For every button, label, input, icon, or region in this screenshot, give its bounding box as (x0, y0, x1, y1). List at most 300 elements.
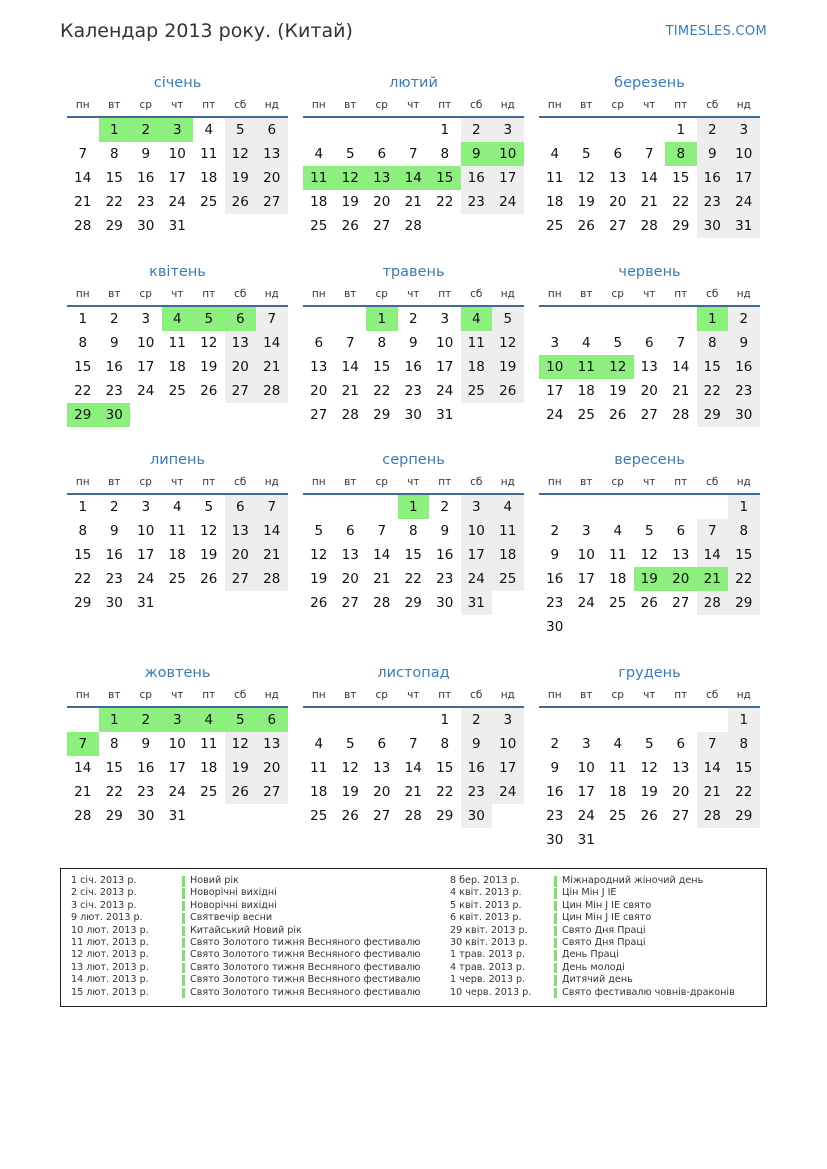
day-cell: 14 (404, 760, 422, 776)
week-row (303, 519, 524, 543)
week-row (303, 307, 524, 331)
empty-cell (634, 828, 666, 852)
empty-cell (634, 615, 666, 639)
day-cell: 1 (728, 495, 760, 519)
day-cell: 9 (141, 736, 151, 752)
day-cell: 11 (310, 760, 328, 776)
month-name: червень (618, 264, 681, 280)
day-cell: 29 (728, 804, 760, 828)
brand-link[interactable]: TIMESLES.COM (665, 24, 767, 39)
day-cell: 15 (672, 170, 690, 186)
weekday-header (539, 283, 760, 307)
month-name: листопад (377, 665, 450, 681)
month-12 (539, 662, 760, 852)
day-cell: 4 (314, 146, 324, 162)
week-row (303, 780, 524, 804)
week-row (67, 190, 288, 214)
weekday-label: вт (108, 99, 121, 111)
weekday-label: сб (234, 288, 247, 300)
weekday-label: нд (500, 476, 515, 488)
day-cell: 31 (728, 214, 760, 238)
day-cell: 17 (728, 166, 760, 190)
day-cell: 5 (345, 146, 355, 162)
holiday-day-cell: 11 (571, 355, 603, 379)
day-cell: 22 (105, 194, 123, 210)
day-cell: 24 (137, 383, 155, 399)
day-cell: 11 (492, 519, 524, 543)
day-cell: 1 (440, 712, 450, 728)
day-cell: 27 (373, 808, 391, 824)
week-row (539, 756, 760, 780)
week-row (303, 379, 524, 403)
legend-color-marker (182, 938, 185, 949)
day-cell: 5 (492, 307, 524, 331)
weekday-label: чт (407, 99, 420, 111)
week-row (67, 804, 288, 828)
empty-cell (634, 495, 666, 519)
day-cell: 28 (640, 218, 658, 234)
weekday-label: ср (139, 99, 152, 111)
day-cell: 12 (341, 760, 359, 776)
day-cell: 7 (256, 495, 288, 519)
day-cell: 13 (341, 547, 359, 563)
day-cell: 21 (74, 784, 92, 800)
holiday-day-cell: 13 (366, 166, 398, 190)
empty-cell (162, 591, 194, 615)
day-cell: 30 (105, 595, 123, 611)
day-cell: 13 (672, 547, 690, 563)
weekday-label: ср (139, 288, 152, 300)
day-cell: 18 (168, 359, 186, 375)
day-cell: 19 (225, 756, 257, 780)
day-cell: 15 (697, 355, 729, 379)
day-cell: 8 (109, 146, 119, 162)
day-cell: 6 (256, 118, 288, 142)
day-cell: 8 (408, 523, 418, 539)
legend-date: 10 лют. 2013 р. (71, 924, 149, 936)
holiday-day-cell: 5 (225, 708, 257, 732)
weekday-label: вт (344, 689, 357, 701)
weekday-label: вт (108, 476, 121, 488)
legend-date: 3 січ. 2013 р. (71, 899, 137, 911)
empty-cell (67, 118, 99, 142)
day-cell: 13 (609, 170, 627, 186)
empty-cell (602, 615, 634, 639)
weekday-label: чт (171, 288, 184, 300)
day-cell: 7 (676, 335, 686, 351)
week-row (303, 190, 524, 214)
legend-date: 12 лют. 2013 р. (71, 949, 149, 961)
week-row (539, 519, 760, 543)
day-cell: 20 (609, 194, 627, 210)
day-cell: 13 (310, 359, 328, 375)
week-row (303, 166, 524, 190)
day-cell: 17 (168, 170, 186, 186)
day-cell: 12 (577, 170, 595, 186)
week-row (539, 355, 760, 379)
weekday-header (303, 471, 524, 495)
month-3 (539, 72, 760, 238)
day-cell: 21 (672, 383, 690, 399)
day-cell: 25 (200, 784, 218, 800)
month-name: березень (614, 75, 685, 91)
day-cell: 21 (341, 383, 359, 399)
day-cell: 3 (581, 523, 591, 539)
day-cell: 29 (105, 808, 123, 824)
day-cell: 24 (168, 784, 186, 800)
day-cell: 2 (550, 523, 560, 539)
day-cell: 28 (341, 407, 359, 423)
page-title: Календар 2013 року. (Китай) (60, 20, 353, 42)
day-cell: 23 (105, 383, 123, 399)
day-cell: 28 (697, 591, 729, 615)
day-cell: 16 (137, 170, 155, 186)
day-cell: 27 (609, 218, 627, 234)
day-cell: 17 (137, 359, 155, 375)
day-cell: 16 (461, 756, 493, 780)
legend-color-marker (554, 938, 557, 949)
day-cell: 30 (697, 214, 729, 238)
month-name: вересень (614, 452, 685, 468)
empty-cell (256, 403, 288, 427)
holiday-day-cell: 29 (67, 403, 99, 427)
day-cell: 9 (728, 331, 760, 355)
legend-holiday-name: Китайський Новий рік (190, 924, 302, 936)
week-row (303, 214, 524, 238)
day-cell: 24 (492, 780, 524, 804)
day-cell: 16 (546, 571, 564, 587)
empty-cell (67, 708, 99, 732)
day-cell: 19 (310, 571, 328, 587)
day-cell: 1 (676, 122, 686, 138)
day-cell: 4 (613, 736, 623, 752)
day-cell: 25 (461, 379, 493, 403)
empty-cell (256, 591, 288, 615)
day-cell: 8 (440, 736, 450, 752)
day-cell: 27 (640, 407, 658, 423)
day-cell: 29 (404, 595, 422, 611)
weekday-label: чт (643, 288, 656, 300)
day-cell: 24 (577, 595, 595, 611)
day-cell: 5 (644, 523, 654, 539)
day-cell: 13 (225, 331, 257, 355)
day-cell: 26 (200, 383, 218, 399)
week-row (539, 118, 760, 142)
day-cell: 8 (78, 335, 88, 351)
month-4 (67, 261, 288, 427)
empty-cell (571, 118, 603, 142)
legend-holiday-name: День молоді (562, 961, 625, 973)
day-cell: 18 (310, 784, 328, 800)
day-cell: 12 (492, 331, 524, 355)
week-row (539, 142, 760, 166)
holiday-day-cell: 6 (256, 708, 288, 732)
day-cell: 23 (105, 571, 123, 587)
day-cell: 12 (225, 732, 257, 756)
weekday-label: сб (470, 99, 483, 111)
day-cell: 18 (310, 194, 328, 210)
day-cell: 17 (461, 543, 493, 567)
holiday-day-cell: 5 (193, 307, 225, 331)
weekday-label: пн (311, 476, 326, 488)
holiday-day-cell: 8 (665, 142, 697, 166)
day-cell: 2 (461, 708, 493, 732)
holiday-day-cell: 12 (602, 355, 634, 379)
day-cell: 29 (373, 407, 391, 423)
day-cell: 16 (728, 355, 760, 379)
day-cell: 19 (640, 784, 658, 800)
day-cell: 10 (461, 519, 493, 543)
day-cell: 30 (728, 403, 760, 427)
day-cell: 10 (137, 335, 155, 351)
weekday-label: ср (375, 476, 388, 488)
legend-color-marker (182, 975, 185, 986)
holiday-day-cell: 10 (539, 355, 571, 379)
holiday-day-cell: 4 (193, 708, 225, 732)
day-cell: 10 (137, 523, 155, 539)
day-cell: 25 (546, 218, 564, 234)
week-row (67, 118, 288, 142)
day-cell: 6 (345, 523, 355, 539)
day-cell: 27 (373, 218, 391, 234)
week-row (303, 355, 524, 379)
weekday-label: пн (75, 689, 90, 701)
day-cell: 29 (436, 808, 454, 824)
legend-color-marker (554, 926, 557, 937)
weekday-label: вт (108, 689, 121, 701)
day-cell: 1 (440, 122, 450, 138)
day-cell: 18 (200, 760, 218, 776)
weekday-label: сб (234, 689, 247, 701)
holiday-day-cell: 2 (130, 118, 162, 142)
empty-cell (602, 495, 634, 519)
empty-cell (728, 615, 760, 639)
legend-date: 1 черв. 2013 р. (450, 974, 526, 986)
weekday-header (67, 684, 288, 708)
day-cell: 22 (672, 194, 690, 210)
day-cell: 28 (404, 218, 422, 234)
holiday-day-cell: 1 (99, 118, 131, 142)
empty-cell (697, 615, 729, 639)
day-cell: 20 (310, 383, 328, 399)
empty-cell (429, 214, 461, 238)
day-cell: 3 (728, 118, 760, 142)
day-cell: 17 (577, 571, 595, 587)
day-cell: 2 (440, 499, 450, 515)
week-row (67, 567, 288, 591)
day-cell: 12 (200, 523, 218, 539)
month-11 (303, 662, 524, 828)
weekday-label: сб (470, 689, 483, 701)
day-cell: 11 (461, 331, 493, 355)
empty-cell (193, 804, 225, 828)
empty-cell (492, 403, 524, 427)
week-row (539, 331, 760, 355)
day-cell: 7 (256, 307, 288, 331)
weekday-label: пт (202, 476, 216, 488)
weekday-header (67, 94, 288, 118)
day-cell: 16 (105, 547, 123, 563)
day-cell: 3 (461, 495, 493, 519)
week-row (539, 543, 760, 567)
legend-color-marker (554, 876, 557, 887)
day-cell: 22 (436, 194, 454, 210)
day-cell: 15 (105, 760, 123, 776)
day-cell: 17 (546, 383, 564, 399)
holiday-day-cell: 19 (634, 567, 666, 591)
empty-cell (193, 591, 225, 615)
weekday-label: пт (438, 689, 452, 701)
day-cell: 24 (436, 383, 454, 399)
day-cell: 22 (74, 383, 92, 399)
month-name: липень (149, 452, 206, 468)
legend-date: 29 квіт. 2013 р. (450, 924, 528, 936)
day-cell: 25 (609, 595, 627, 611)
day-cell: 12 (200, 335, 218, 351)
weekday-label: нд (264, 689, 279, 701)
day-cell: 15 (728, 543, 760, 567)
weekday-label: ср (375, 288, 388, 300)
legend-holiday-name: Новорічні вихідні (190, 887, 277, 899)
weekday-label: сб (706, 99, 719, 111)
day-cell: 22 (728, 780, 760, 804)
day-cell: 3 (440, 311, 450, 327)
day-cell: 26 (341, 808, 359, 824)
day-cell: 30 (436, 595, 454, 611)
day-cell: 18 (492, 543, 524, 567)
week-row (303, 804, 524, 828)
day-cell: 16 (436, 547, 454, 563)
day-cell: 22 (697, 379, 729, 403)
weekday-label: пн (75, 288, 90, 300)
empty-cell (366, 118, 398, 142)
empty-cell (303, 495, 335, 519)
day-cell: 3 (141, 311, 151, 327)
day-cell: 2 (461, 118, 493, 142)
day-cell: 17 (168, 760, 186, 776)
day-cell: 17 (436, 359, 454, 375)
legend-date: 6 квіт. 2013 р. (450, 912, 522, 924)
legend-holiday-name: Святвечір весни (190, 912, 273, 924)
day-cell: 21 (404, 784, 422, 800)
weekday-label: вт (580, 288, 593, 300)
week-row (67, 732, 288, 756)
day-cell: 18 (609, 571, 627, 587)
day-cell: 27 (256, 190, 288, 214)
week-row (67, 379, 288, 403)
day-cell: 11 (168, 335, 186, 351)
week-row (67, 519, 288, 543)
legend-date: 4 трав. 2013 р. (450, 961, 526, 973)
weekday-label: нд (736, 689, 751, 701)
weekday-label: ср (375, 99, 388, 111)
empty-cell (492, 591, 524, 615)
day-cell: 8 (109, 736, 119, 752)
legend-holiday-name: Свято Золотого тижня Весняного фестивалю (190, 974, 421, 986)
empty-cell (256, 214, 288, 238)
week-row (539, 615, 760, 639)
day-cell: 18 (546, 194, 564, 210)
week-row (67, 780, 288, 804)
day-cell: 9 (697, 142, 729, 166)
day-cell: 7 (408, 146, 418, 162)
empty-cell (697, 828, 729, 852)
day-cell: 2 (697, 118, 729, 142)
day-cell: 19 (200, 547, 218, 563)
holiday-day-cell: 4 (162, 307, 194, 331)
empty-cell (728, 828, 760, 852)
day-cell: 10 (728, 142, 760, 166)
empty-cell (162, 403, 194, 427)
day-cell: 17 (577, 784, 595, 800)
day-cell: 28 (256, 567, 288, 591)
week-row (67, 307, 288, 331)
legend-holiday-name: Цин Мін Ј ІЕ свято (562, 899, 652, 911)
holiday-day-cell: 2 (130, 708, 162, 732)
holiday-day-cell: 10 (492, 142, 524, 166)
weekday-header (67, 283, 288, 307)
day-cell: 11 (168, 523, 186, 539)
day-cell: 15 (74, 359, 92, 375)
day-cell: 6 (225, 495, 257, 519)
empty-cell (366, 708, 398, 732)
day-cell: 9 (550, 547, 560, 563)
day-cell: 24 (546, 407, 564, 423)
day-cell: 2 (109, 499, 119, 515)
day-cell: 27 (225, 567, 257, 591)
day-cell: 26 (609, 407, 627, 423)
weekday-header (303, 94, 524, 118)
day-cell: 13 (672, 760, 690, 776)
day-cell: 27 (256, 780, 288, 804)
weekday-label: чт (643, 476, 656, 488)
weekday-label: пт (674, 288, 688, 300)
day-cell: 9 (141, 146, 151, 162)
week-row (539, 495, 760, 519)
day-cell: 27 (672, 595, 690, 611)
day-cell: 27 (225, 379, 257, 403)
day-cell: 31 (577, 832, 595, 848)
day-cell: 8 (728, 732, 760, 756)
holiday-day-cell: 7 (67, 732, 99, 756)
day-cell: 14 (74, 760, 92, 776)
day-cell: 13 (256, 142, 288, 166)
day-cell: 10 (577, 547, 595, 563)
week-row (303, 331, 524, 355)
day-cell: 14 (640, 170, 658, 186)
day-cell: 24 (461, 567, 493, 591)
day-cell: 26 (200, 571, 218, 587)
day-cell: 23 (436, 571, 454, 587)
day-cell: 15 (404, 547, 422, 563)
empty-cell (303, 708, 335, 732)
day-cell: 26 (225, 780, 257, 804)
empty-cell (303, 307, 335, 331)
day-cell: 10 (168, 146, 186, 162)
day-cell: 19 (200, 359, 218, 375)
day-cell: 23 (546, 595, 564, 611)
day-cell: 23 (728, 379, 760, 403)
day-cell: 12 (640, 547, 658, 563)
day-cell: 21 (697, 780, 729, 804)
day-cell: 24 (728, 190, 760, 214)
day-cell: 21 (640, 194, 658, 210)
week-row (303, 591, 524, 615)
empty-cell (398, 118, 430, 142)
legend-holiday-name: Новорічні вихідні (190, 899, 277, 911)
weekday-label: чт (171, 689, 184, 701)
holiday-day-cell: 3 (162, 118, 194, 142)
